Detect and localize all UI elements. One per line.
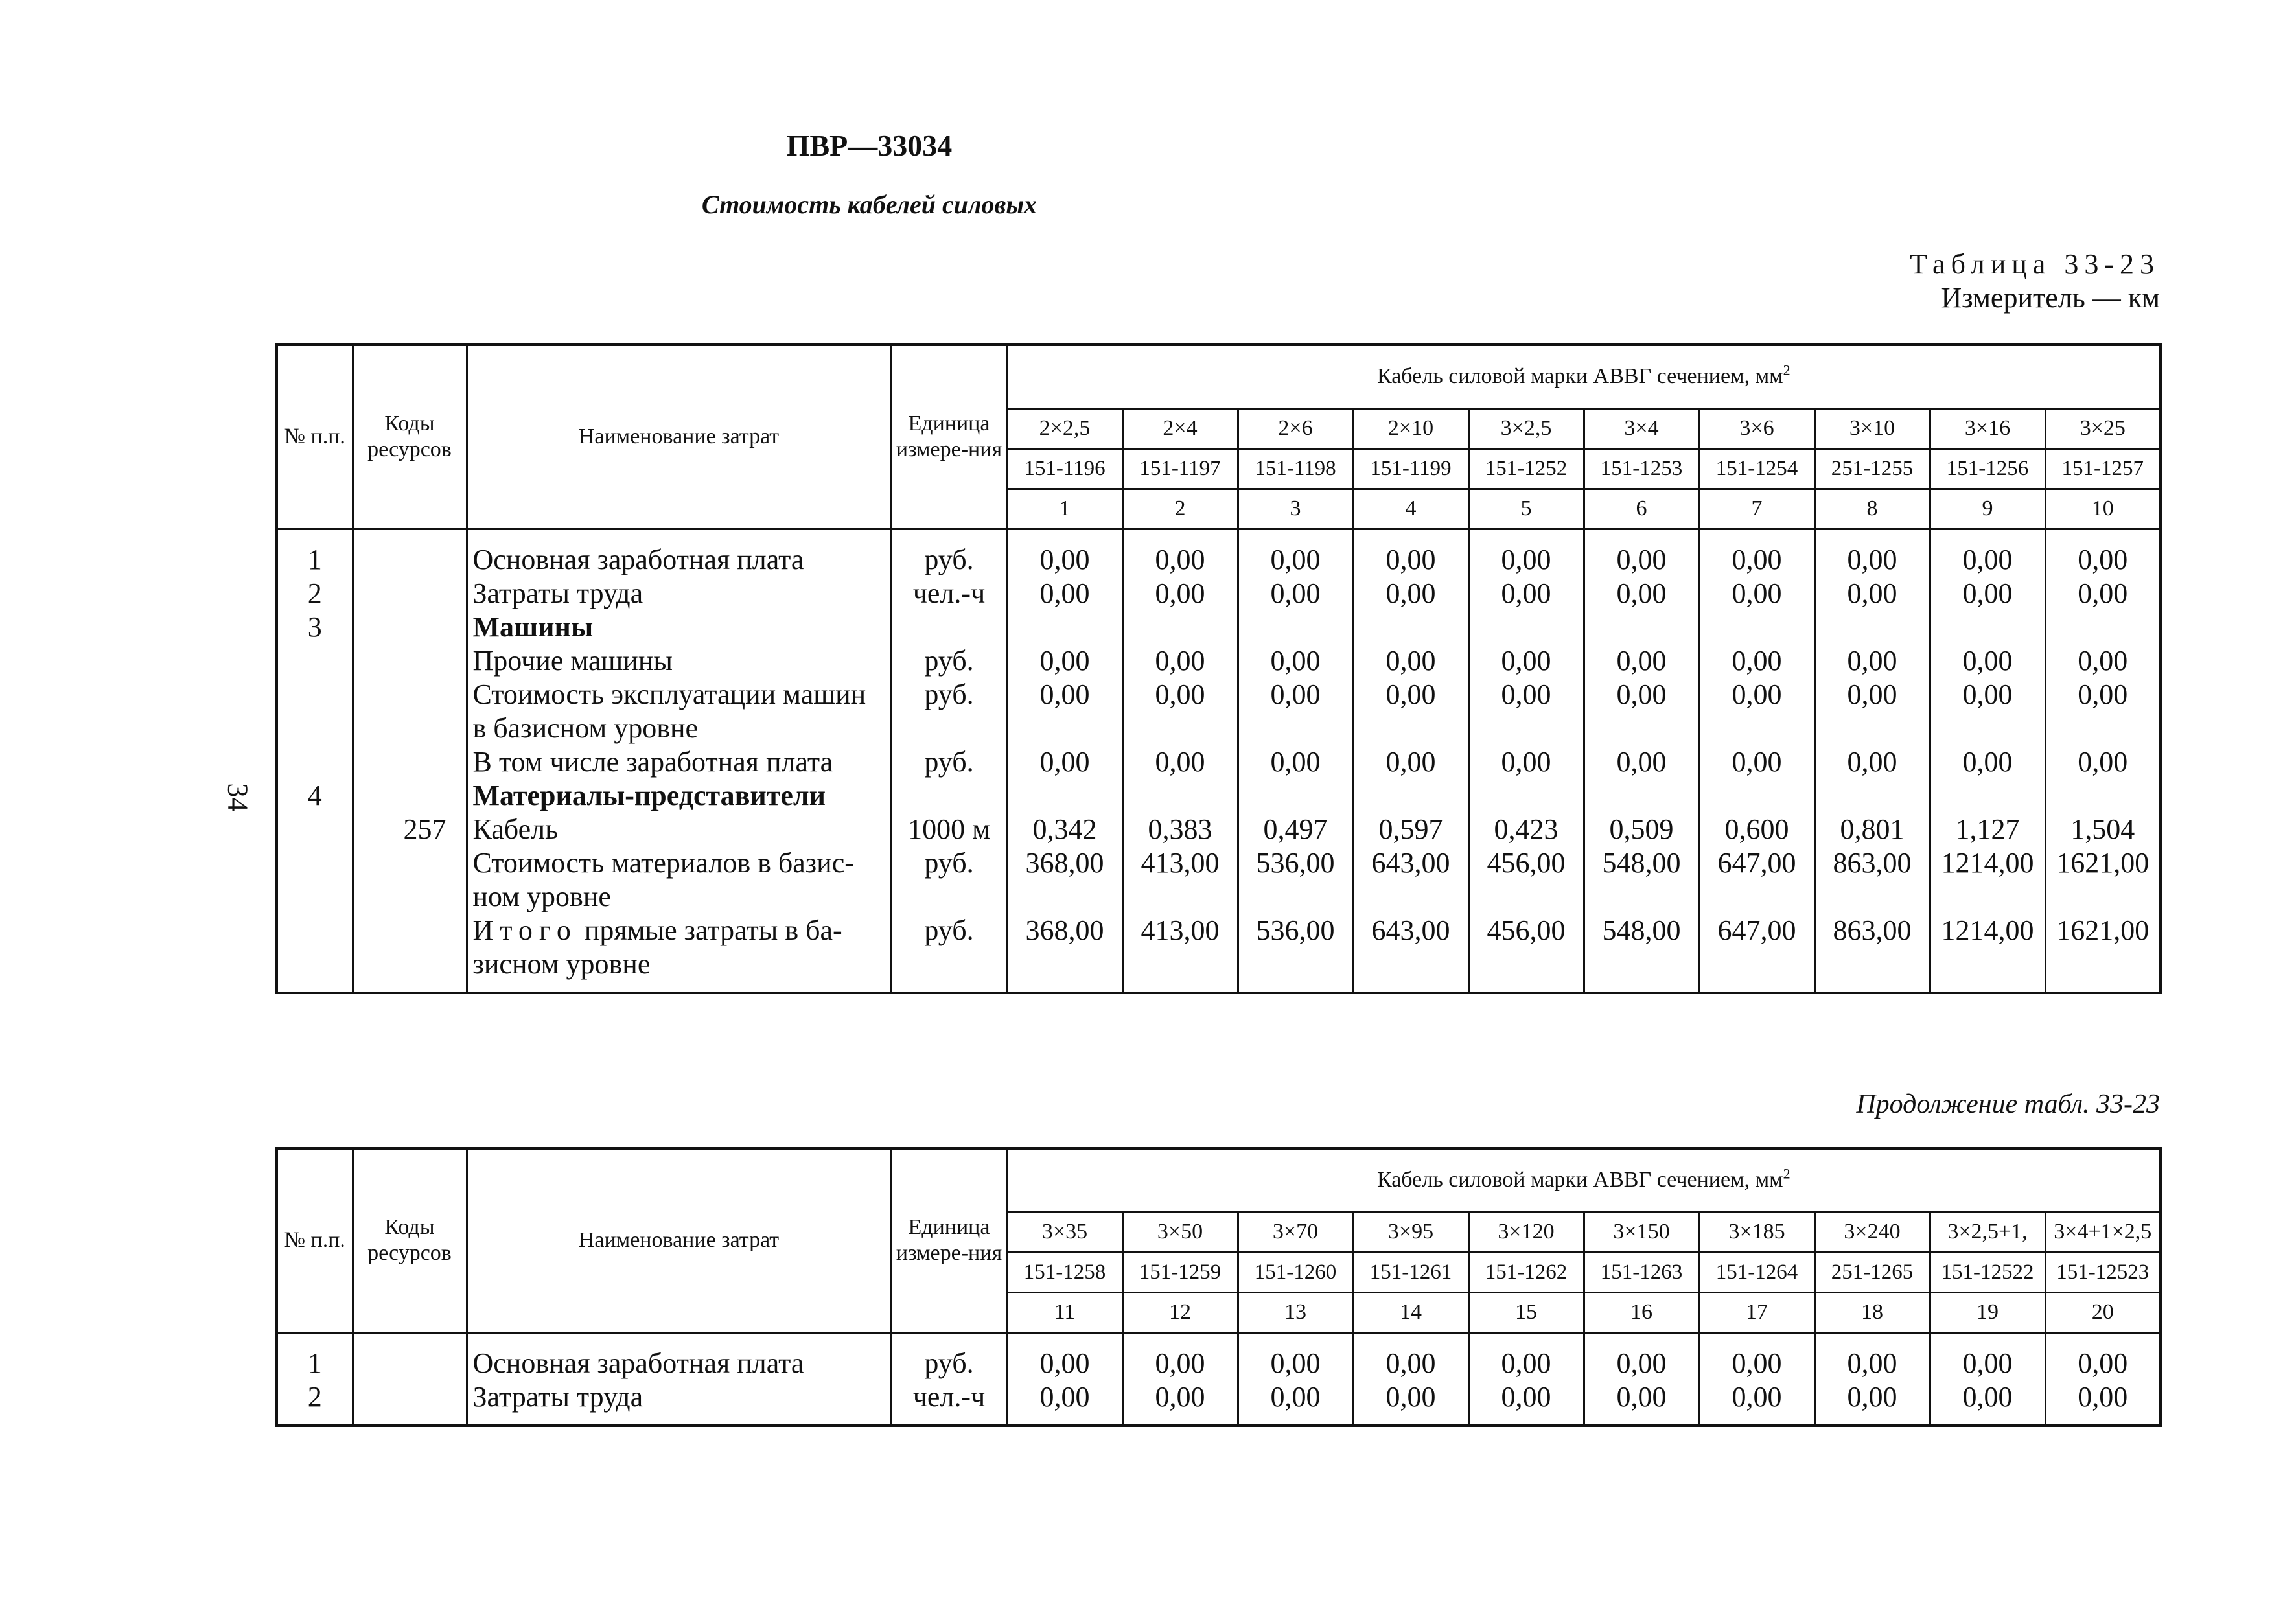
column-number-header: 18 [1814, 1292, 1930, 1332]
cost-item-name: Машины [467, 610, 891, 644]
value-cell: 0,497 [1238, 813, 1353, 846]
table-row [277, 678, 2161, 745]
column-number-header: 17 [1699, 1292, 1814, 1332]
value-cell: 0,00 [1122, 1380, 1238, 1426]
value-cell: 536,00 [1238, 846, 1353, 914]
resource-code: 257 [353, 813, 467, 846]
unit-of-measure-cell: чел.-ч [891, 577, 1007, 610]
value-cell: 0,600 [1699, 813, 1814, 846]
value-cell [2045, 610, 2161, 644]
value-cell: 0,00 [1814, 745, 1930, 779]
value-cell: 0,00 [1468, 644, 1584, 678]
value-cell: 0,00 [1468, 1332, 1584, 1380]
value-cell: 0,00 [1468, 745, 1584, 779]
value-cell: 0,00 [1584, 577, 1699, 610]
section-header: 3×95 [1353, 1212, 1468, 1252]
value-cell [1699, 779, 1814, 813]
resource-code-header: 151-1199 [1353, 448, 1468, 489]
value-cell: 0,597 [1353, 813, 1468, 846]
row-number [277, 745, 353, 779]
row-number [277, 914, 353, 993]
column-number-header: 7 [1699, 489, 1814, 529]
section-header: 2×4 [1122, 408, 1238, 448]
section-header: 3×120 [1468, 1212, 1584, 1252]
value-cell: 413,00 [1122, 846, 1238, 914]
value-cell: 0,00 [1353, 644, 1468, 678]
value-cell: 0,00 [1584, 678, 1699, 745]
resource-code-header: 151-1264 [1699, 1252, 1814, 1292]
value-cell: 0,00 [1699, 1332, 1814, 1380]
resource-code [353, 779, 467, 813]
table-row [277, 1380, 2161, 1426]
section-header: 2×6 [1238, 408, 1353, 448]
row-number [277, 846, 353, 914]
continuation-caption: Продолжение табл. 33-23 [1856, 1089, 2160, 1119]
resource-code-header: 151-1261 [1353, 1252, 1468, 1292]
column-number-header: 1 [1007, 489, 1122, 529]
value-cell: 643,00 [1353, 914, 1468, 993]
document-code: ПВР—33034 [786, 129, 953, 162]
value-cell: 0,00 [1468, 678, 1584, 745]
resource-code [353, 678, 467, 745]
unit-of-measure: Измеритель — км [1941, 282, 2160, 314]
column-number-header: 19 [1930, 1292, 2045, 1332]
column-number-header: 6 [1584, 489, 1699, 529]
value-cell [1007, 779, 1122, 813]
section-header: 3×25 [2045, 408, 2161, 448]
value-cell: 0,00 [1814, 577, 1930, 610]
value-cell: 0,00 [1814, 678, 1930, 745]
column-number-header: 11 [1007, 1292, 1122, 1332]
cost-item-name [467, 914, 891, 993]
value-cell: 0,383 [1122, 813, 1238, 846]
value-cell: 0,00 [2045, 1332, 2161, 1380]
cost-item-name: Материалы-представители [467, 779, 891, 813]
header-unit: Единица измере-ния [891, 345, 1007, 529]
section-header: 3×35 [1007, 1212, 1122, 1252]
value-cell [1007, 610, 1122, 644]
cost-item-name: Затраты труда [467, 1380, 891, 1426]
value-cell [1238, 779, 1353, 813]
cost-item-name-lead: Итого [472, 914, 577, 946]
value-cell: 0,00 [1930, 577, 2045, 610]
cost-item-name: Затраты труда [467, 577, 891, 610]
header-codes: Коды ресурсов [353, 1148, 467, 1332]
resource-code-header: 151-1252 [1468, 448, 1584, 489]
value-cell: 548,00 [1584, 846, 1699, 914]
row-number: 3 [277, 610, 353, 644]
value-cell: 0,00 [1814, 644, 1930, 678]
value-cell: 0,00 [1930, 678, 2045, 745]
row-number: 1 [277, 1332, 353, 1380]
resource-code-header: 151-12522 [1930, 1252, 2045, 1292]
value-cell: 1,504 [2045, 813, 2161, 846]
row-number: 2 [277, 1380, 353, 1426]
value-cell: 0,00 [1122, 577, 1238, 610]
value-cell: 0,00 [1699, 745, 1814, 779]
value-cell: 0,00 [1814, 1332, 1930, 1380]
value-cell: 0,00 [1930, 745, 2045, 779]
unit-of-measure-cell: руб. [891, 914, 1007, 993]
header-cable-group [1007, 345, 2161, 408]
section-header: 3×240 [1814, 1212, 1930, 1252]
unit-of-measure-cell: руб. [891, 644, 1007, 678]
column-number-header: 15 [1468, 1292, 1584, 1332]
column-number-header: 8 [1814, 489, 1930, 529]
row-number [277, 678, 353, 745]
value-cell: 0,00 [1353, 529, 1468, 577]
value-cell: 863,00 [1814, 914, 1930, 993]
value-cell: 368,00 [1007, 846, 1122, 914]
value-cell: 0,00 [1238, 529, 1353, 577]
header-cable-group [1007, 1148, 2161, 1212]
column-number-header: 9 [1930, 489, 2045, 529]
table-row [277, 529, 2161, 577]
value-cell: 0,00 [1584, 644, 1699, 678]
resource-code [353, 1332, 467, 1380]
value-cell [1814, 610, 1930, 644]
value-cell [1930, 610, 2045, 644]
column-number-header: 16 [1584, 1292, 1699, 1332]
value-cell: 1214,00 [1930, 846, 2045, 914]
value-cell: 0,00 [1353, 1332, 1468, 1380]
resource-code-header: 151-1258 [1007, 1252, 1122, 1292]
unit-of-measure-cell: руб. [891, 678, 1007, 745]
resource-code [353, 745, 467, 779]
table-row [277, 779, 2161, 813]
value-cell [1930, 779, 2045, 813]
resource-code-header: 151-1254 [1699, 448, 1814, 489]
column-number-header: 13 [1238, 1292, 1353, 1332]
value-cell: 0,00 [1930, 644, 2045, 678]
value-cell: 0,00 [1122, 529, 1238, 577]
column-number-header: 10 [2045, 489, 2161, 529]
unit-of-measure-cell: 1000 м [891, 813, 1007, 846]
value-cell: 0,00 [1007, 1332, 1122, 1380]
value-cell: 0,00 [1353, 577, 1468, 610]
value-cell: 0,00 [2045, 745, 2161, 779]
value-cell: 0,00 [1584, 745, 1699, 779]
section-header: 3×4+1×2,5 [2045, 1212, 2161, 1252]
value-cell [1584, 779, 1699, 813]
resource-code-header: 251-1255 [1814, 448, 1930, 489]
column-number-header: 5 [1468, 489, 1584, 529]
cable-group-label: Кабель силовой марки АВВГ сечением, мм [1376, 364, 1783, 389]
resource-code [353, 577, 467, 610]
resource-code-header: 251-1265 [1814, 1252, 1930, 1292]
cable-group-unit-sup: 2 [1783, 1165, 1790, 1182]
cost-item-name: Основная заработная плата [467, 529, 891, 577]
value-cell [1353, 779, 1468, 813]
row-number: 2 [277, 577, 353, 610]
value-cell: 0,00 [2045, 1380, 2161, 1426]
cable-group-label: Кабель силовой марки АВВГ сечением, мм [1376, 1168, 1783, 1192]
value-cell [1122, 779, 1238, 813]
column-number-header: 20 [2045, 1292, 2161, 1332]
header-name: Наименование затрат [467, 1148, 891, 1332]
section-header: 3×16 [1930, 408, 2045, 448]
resource-code-header: 151-1253 [1584, 448, 1699, 489]
resource-code-header: 151-1198 [1238, 448, 1353, 489]
value-cell: 0,00 [1699, 1380, 1814, 1426]
value-cell: 0,00 [1007, 577, 1122, 610]
header-num: № п.п. [277, 345, 353, 529]
value-cell: 0,00 [2045, 678, 2161, 745]
value-cell [1468, 610, 1584, 644]
value-cell: 0,00 [1353, 678, 1468, 745]
value-cell [1468, 779, 1584, 813]
row-number: 4 [277, 779, 353, 813]
value-cell: 456,00 [1468, 914, 1584, 993]
row-number [277, 813, 353, 846]
value-cell [2045, 779, 2161, 813]
value-cell: 1,127 [1930, 813, 2045, 846]
value-cell: 456,00 [1468, 846, 1584, 914]
value-cell: 0,342 [1007, 813, 1122, 846]
value-cell: 0,00 [1007, 529, 1122, 577]
value-cell [1238, 610, 1353, 644]
section-header: 3×10 [1814, 408, 1930, 448]
section-header: 3×70 [1238, 1212, 1353, 1252]
resource-code-header: 151-1259 [1122, 1252, 1238, 1292]
table-row [277, 745, 2161, 779]
row-number: 1 [277, 529, 353, 577]
resource-code-header: 151-1256 [1930, 448, 2045, 489]
column-number-header: 3 [1238, 489, 1353, 529]
cost-item-name: В том числе заработная плата [467, 745, 891, 779]
page-number: 34 [222, 783, 254, 812]
section-header: 3×4 [1584, 408, 1699, 448]
section-header: 3×185 [1699, 1212, 1814, 1252]
cable-group-unit-sup: 2 [1783, 362, 1790, 378]
value-cell [1584, 610, 1699, 644]
value-cell: 0,00 [1699, 577, 1814, 610]
value-cell: 863,00 [1814, 846, 1930, 914]
section-header: 3×2,5 [1468, 408, 1584, 448]
unit-of-measure-cell [891, 610, 1007, 644]
value-cell: 0,00 [1238, 678, 1353, 745]
unit-of-measure-cell: руб. [891, 846, 1007, 914]
value-cell: 0,00 [1814, 529, 1930, 577]
cost-item-name: Основная заработная плата [467, 1332, 891, 1380]
section-header: 2×10 [1353, 408, 1468, 448]
value-cell: 1621,00 [2045, 914, 2161, 993]
cost-item-name: Прочие машины [467, 644, 891, 678]
value-cell: 0,00 [1007, 745, 1122, 779]
value-cell: 0,00 [2045, 529, 2161, 577]
column-number-header: 14 [1353, 1292, 1468, 1332]
value-cell: 0,00 [1699, 644, 1814, 678]
resource-code [353, 610, 467, 644]
resource-code [353, 1380, 467, 1426]
value-cell [1353, 610, 1468, 644]
resource-code-header: 151-1262 [1468, 1252, 1584, 1292]
value-cell: 368,00 [1007, 914, 1122, 993]
value-cell: 0,00 [1584, 1332, 1699, 1380]
resource-code-header: 151-12523 [2045, 1252, 2161, 1292]
header-unit: Единица измере-ния [891, 1148, 1007, 1332]
value-cell: 413,00 [1122, 914, 1238, 993]
section-header: 3×2,5+1, [1930, 1212, 2045, 1252]
value-cell: 0,00 [1468, 529, 1584, 577]
unit-of-measure-cell: руб. [891, 529, 1007, 577]
value-cell: 0,00 [1353, 1380, 1468, 1426]
table-row [277, 1332, 2161, 1380]
value-cell: 0,00 [1122, 1332, 1238, 1380]
value-cell: 0,00 [1353, 745, 1468, 779]
value-cell: 0,423 [1468, 813, 1584, 846]
section-header: 3×6 [1699, 408, 1814, 448]
value-cell: 0,00 [1122, 644, 1238, 678]
value-cell: 1621,00 [2045, 846, 2161, 914]
unit-of-measure-cell: руб. [891, 745, 1007, 779]
resource-code [353, 914, 467, 993]
table-row [277, 610, 2161, 644]
cost-item-name: Стоимость материалов в базис-ном уровне [467, 846, 891, 914]
table-row [277, 846, 2161, 914]
value-cell: 0,00 [1699, 529, 1814, 577]
value-cell: 0,00 [1930, 1380, 2045, 1426]
cost-item-name: Стоимость эксплуатации машин в базисном уровне [467, 678, 891, 745]
resource-code-header: 151-1196 [1007, 448, 1122, 489]
value-cell: 0,00 [1814, 1380, 1930, 1426]
value-cell: 548,00 [1584, 914, 1699, 993]
resource-code-header: 151-1260 [1238, 1252, 1353, 1292]
value-cell: 643,00 [1353, 846, 1468, 914]
value-cell [1814, 779, 1930, 813]
cost-table-continuation [275, 1147, 2162, 1427]
value-cell: 647,00 [1699, 846, 1814, 914]
value-cell: 0,00 [1468, 577, 1584, 610]
section-header: 3×150 [1584, 1212, 1699, 1252]
cost-item-name-rest: прямые затраты в ба-зисном уровне [472, 914, 842, 980]
value-cell: 0,00 [1238, 1380, 1353, 1426]
value-cell: 1214,00 [1930, 914, 2045, 993]
table-number: Таблица 33-23 [1910, 248, 2160, 280]
value-cell: 0,00 [1930, 1332, 2045, 1380]
value-cell [1699, 610, 1814, 644]
table-row [277, 914, 2161, 993]
value-cell: 0,00 [1584, 1380, 1699, 1426]
value-cell: 0,00 [1699, 678, 1814, 745]
value-cell: 0,00 [1007, 1380, 1122, 1426]
unit-of-measure-cell: руб. [891, 1332, 1007, 1380]
value-cell: 0,00 [2045, 577, 2161, 610]
value-cell: 0,00 [1238, 745, 1353, 779]
value-cell: 0,509 [1584, 813, 1699, 846]
value-cell: 0,00 [1238, 1332, 1353, 1380]
resource-code [353, 644, 467, 678]
value-cell: 0,00 [1468, 1380, 1584, 1426]
resource-code [353, 529, 467, 577]
value-cell: 0,00 [1122, 678, 1238, 745]
section-header: 2×2,5 [1007, 408, 1122, 448]
column-number-header: 4 [1353, 489, 1468, 529]
section-header: 3×50 [1122, 1212, 1238, 1252]
column-number-header: 2 [1122, 489, 1238, 529]
value-cell: 0,00 [1007, 678, 1122, 745]
cost-item-name: Кабель [467, 813, 891, 846]
table-row [277, 813, 2161, 846]
resource-code-header: 151-1257 [2045, 448, 2161, 489]
value-cell: 0,00 [1122, 745, 1238, 779]
value-cell: 536,00 [1238, 914, 1353, 993]
cost-table-main [275, 343, 2162, 994]
resource-code-header: 151-1197 [1122, 448, 1238, 489]
unit-of-measure-cell [891, 779, 1007, 813]
header-name: Наименование затрат [467, 345, 891, 529]
value-cell: 0,00 [2045, 644, 2161, 678]
unit-of-measure-cell: чел.-ч [891, 1380, 1007, 1426]
resource-code [353, 846, 467, 914]
resource-code-header: 151-1263 [1584, 1252, 1699, 1292]
value-cell: 0,00 [1584, 529, 1699, 577]
table-row [277, 644, 2161, 678]
row-number [277, 644, 353, 678]
table-row [277, 577, 2161, 610]
document-title: Стоимость кабелей силовых [701, 190, 1037, 219]
value-cell: 0,801 [1814, 813, 1930, 846]
value-cell [1122, 610, 1238, 644]
value-cell: 0,00 [1007, 644, 1122, 678]
value-cell: 0,00 [1238, 644, 1353, 678]
header-codes: Коды ресурсов [353, 345, 467, 529]
column-number-header: 12 [1122, 1292, 1238, 1332]
value-cell: 0,00 [1238, 577, 1353, 610]
value-cell: 0,00 [1930, 529, 2045, 577]
header-num: № п.п. [277, 1148, 353, 1332]
value-cell: 647,00 [1699, 914, 1814, 993]
